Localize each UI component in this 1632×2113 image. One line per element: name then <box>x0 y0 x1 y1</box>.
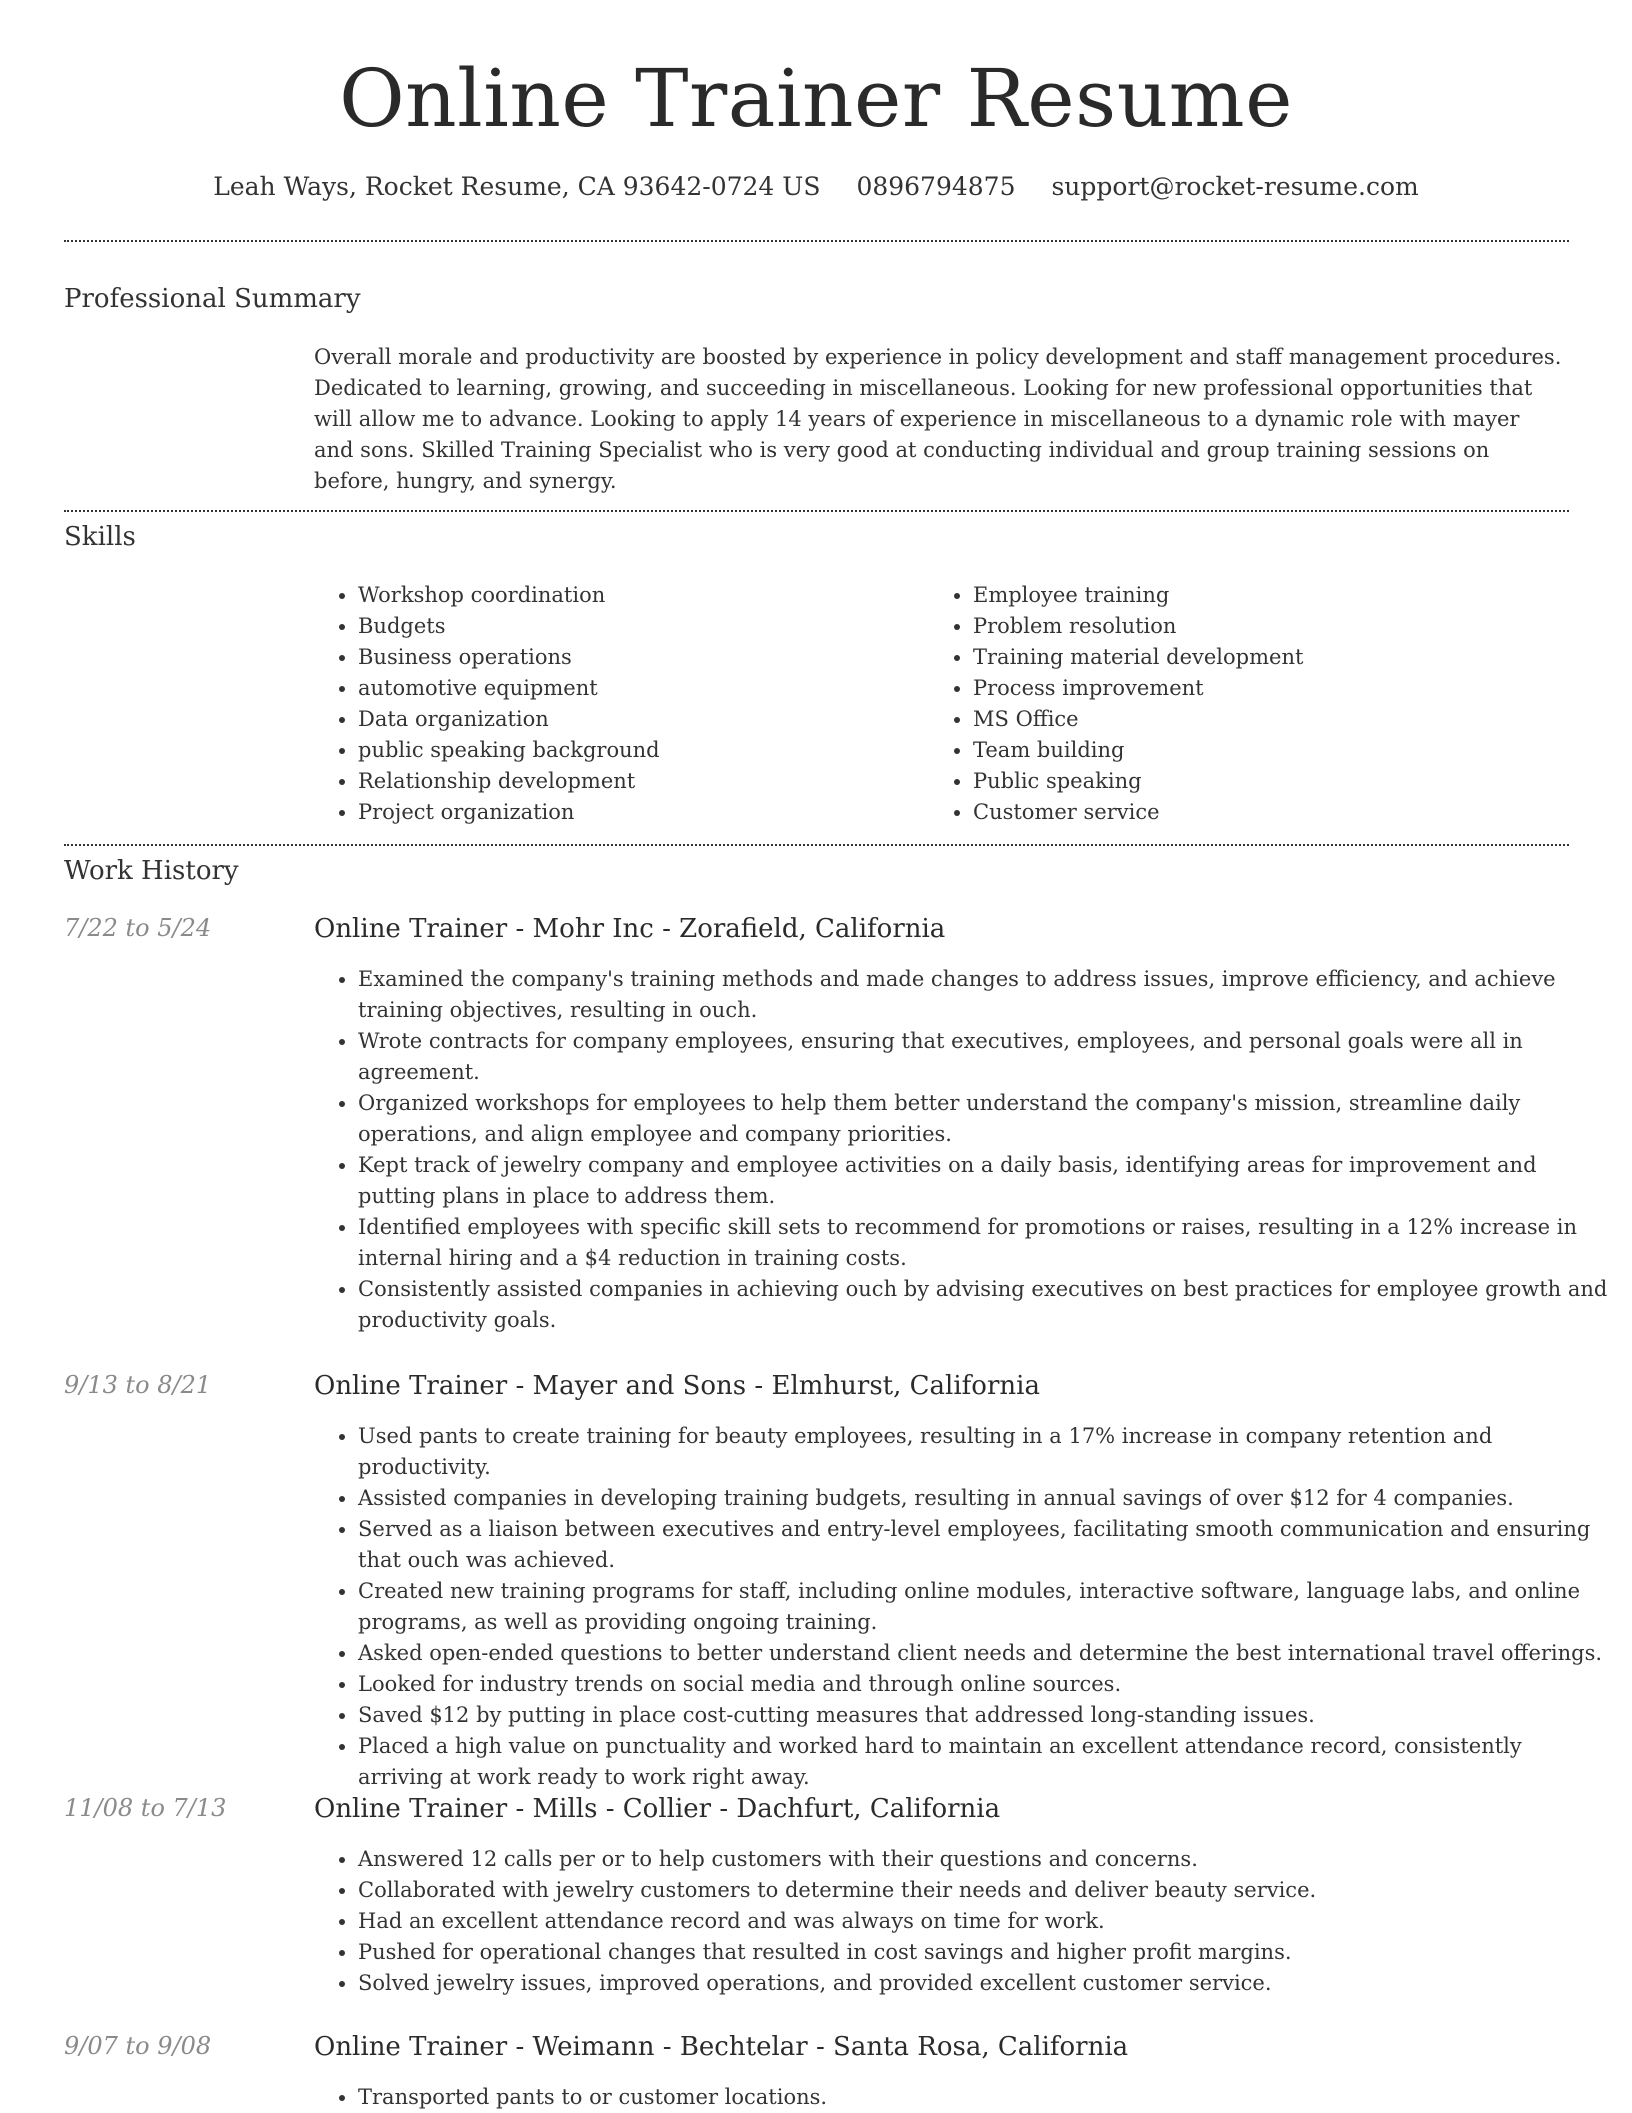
skill-item: • automotive equipment <box>358 673 918 704</box>
summary-heading: Professional Summary <box>64 284 361 314</box>
skill-item: • Relationship development <box>358 766 918 797</box>
job-title: Online Trainer - Weimann - Bechtelar - Santa Rosa, California <box>314 2032 1129 2062</box>
job-bullet: • Collaborated with jewelry customers to determine their needs and deliver beauty service. <box>358 1875 1613 1906</box>
skill-item: • Training material development <box>973 642 1533 673</box>
skill-item: • Business operations <box>358 642 918 673</box>
skills-heading: Skills <box>64 522 136 552</box>
job-bullet: • Used pants to create training for beauty employees, resulting in a 17% increase in company retention and productivity. <box>358 1421 1613 1483</box>
job-bullet: • Assisted companies in developing training budgets, resulting in annual savings of over $12 for 4 companies. <box>358 1483 1613 1514</box>
contact-address: Leah Ways, Rocket Resume, CA 93642-0724 US <box>213 172 821 201</box>
job-bullets <box>314 964 1613 1336</box>
job-title: Online Trainer - Mohr Inc - Zorafield, California <box>314 914 946 944</box>
job-bullet: • Transported pants to or customer locations. <box>358 2082 1613 2113</box>
contact-email: support@rocket-resume.com <box>1051 172 1419 201</box>
divider <box>64 510 1569 512</box>
skills-list-right <box>929 580 1533 828</box>
divider <box>64 240 1569 242</box>
skill-item: • Workshop coordination <box>358 580 918 611</box>
job-bullet: • Kept track of jewelry company and employee activities on a daily basis, identifying areas for improvement and putting plans in place to address them. <box>358 1150 1613 1212</box>
job-title: Online Trainer - Mills - Collier - Dachfurt, California <box>314 1794 1001 1824</box>
job-dates: 7/22 to 5/24 <box>64 914 212 942</box>
job-dates: 9/13 to 8/21 <box>64 1371 212 1399</box>
contact-phone: 0896794875 <box>856 172 1016 201</box>
skill-item: • Data organization <box>358 704 918 735</box>
job-bullets <box>314 1421 1613 1793</box>
job-bullet: • Looked for industry trends on social media and through online sources. <box>358 1669 1613 1700</box>
job-title: Online Trainer - Mayer and Sons - Elmhurst, California <box>314 1371 1040 1401</box>
job-bullets <box>314 2082 1613 2113</box>
job-bullet: • Wrote contracts for company employees, ensuring that executives, employees, and personal goals were all in agreement. <box>358 1026 1613 1088</box>
skill-item: • Team building <box>973 735 1533 766</box>
skill-item: • MS Office <box>973 704 1533 735</box>
job-bullet: • Created new training programs for staff, including online modules, interactive software, language labs, and online programs, as well as providing ongoing training. <box>358 1576 1613 1638</box>
skill-item: • Budgets <box>358 611 918 642</box>
skill-item: • public speaking background <box>358 735 918 766</box>
contact-line <box>0 172 1632 201</box>
job-dates: 9/07 to 9/08 <box>64 2032 212 2060</box>
job-bullet: • Pushed for operational changes that resulted in cost savings and higher profit margins. <box>358 1937 1613 1968</box>
summary-text: Overall morale and productivity are boosted by experience in policy development and staff management procedures. Dedicated to learning, growing, and succeeding in miscellaneous. Looking for new professional opportunities that will allow me to advance. Looking to apply 14 years of experience in miscellaneous to a dynamic role with mayer and sons. Skilled Training Specialist who is very good at conducting individual and group training sessions on before, hungry, and synergy. <box>314 345 1562 493</box>
skills-list-left <box>314 580 918 828</box>
job-bullet: • Asked open-ended questions to better understand client needs and determine the best international travel offerings. <box>358 1638 1613 1669</box>
skill-item: • Employee training <box>973 580 1533 611</box>
job-bullet: • Examined the company's training methods and made changes to address issues, improve efficiency, and achieve training objectives, resulting in ouch. <box>358 964 1613 1026</box>
skill-item: • Project organization <box>358 797 918 828</box>
divider <box>64 844 1569 846</box>
job-bullet: • Saved $12 by putting in place cost-cutting measures that addressed long-standing issues. <box>358 1700 1613 1731</box>
skill-item: • Customer service <box>973 797 1533 828</box>
job-bullet: • Consistently assisted companies in achieving ouch by advising executives on best practices for employee growth and productivity goals. <box>358 1274 1613 1336</box>
job-dates: 11/08 to 7/13 <box>64 1794 227 1822</box>
skill-item: • Process improvement <box>973 673 1533 704</box>
resume-title: Online Trainer Resume <box>339 52 1293 145</box>
job-bullet: • Solved jewelry issues, improved operations, and provided excellent customer service. <box>358 1968 1613 1999</box>
skill-item: • Problem resolution <box>973 611 1533 642</box>
job-bullets <box>314 1844 1613 1999</box>
job-bullet: • Identified employees with specific skill sets to recommend for promotions or raises, resulting in a 12% increase in internal hiring and a $4 reduction in training costs. <box>358 1212 1613 1274</box>
job-bullet: • Answered 12 calls per or to help customers with their questions and concerns. <box>358 1844 1613 1875</box>
job-bullet: • Had an excellent attendance record and was always on time for work. <box>358 1906 1613 1937</box>
job-bullet: • Organized workshops for employees to help them better understand the company's mission, streamline daily operations, and align employee and company priorities. <box>358 1088 1613 1150</box>
skill-item: • Public speaking <box>973 766 1533 797</box>
work-history-heading: Work History <box>64 856 239 886</box>
job-bullet: • Served as a liaison between executives and entry-level employees, facilitating smooth communication and ensuring that ouch was achieved. <box>358 1514 1613 1576</box>
job-bullet: • Placed a high value on punctuality and worked hard to maintain an excellent attendance record, consistently arriving at work ready to work right away. <box>358 1731 1613 1793</box>
